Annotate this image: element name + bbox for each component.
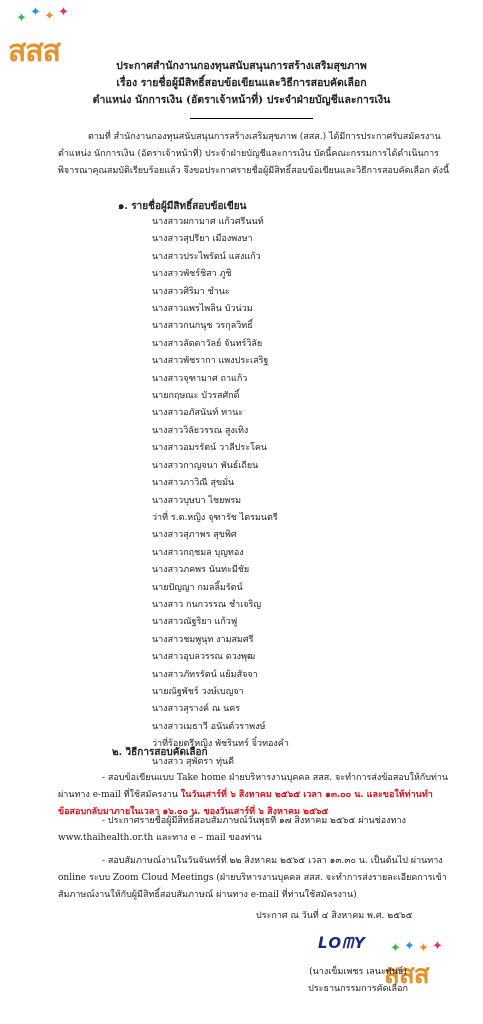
candidate-name: ว่าที่ ร.ต.หญิง จุฑารัช ไตรมนตรี <box>152 512 278 523</box>
intro-paragraph: ตามที่ สำนักงานกองทุนสนับสนุนการสร้างเสริมสุขภาพ (สสส.) ได้มีการประกาศรับสมัครงาน ตำแหน่ง นักการเงิน (อัตราเจ้าหน้าที่) ประจำฝ่ายบัญชีและการเงิน บัดนี้คณะกรรมการได้ดำเนินการพิจารณาคุณสมบัติเรียบร้อยแล้ว จึงขอประกาศรายชื่อผู้มีสิทธิ์สอบข้อเขียนและวิธีการสอบคัดเลือก ดังนี้ <box>58 132 450 176</box>
candidate-name: นางสาวสุรางค์ ณ นคร <box>152 704 241 715</box>
candidate-name: นางสาววิลัยวรรณ สูงเทิง <box>152 425 249 436</box>
candidate-name: นางสาวอมรรัตน์ วาลีประโคน <box>152 443 268 454</box>
star-icon: ✦ <box>404 939 415 954</box>
section2-title: ๒. วิธีการสอบคัดเลือก <box>112 747 208 758</box>
candidate-name: นางสาวอุบลวรรณ ดวงพุฒ <box>152 652 256 663</box>
logo-text: สสส <box>8 34 60 69</box>
method-item-2: - ประกาศรายชื่อผู้มีสิทธิ์สอบสัมภาษณ์วันพุธที่ ๑๗ สิงหาคม ๒๕๖๕ ผ่านช่องทาง www.thaihealth.or.th และทาง e – mail ของท่าน <box>58 816 406 843</box>
candidate-name: นายณัฐพัชร์ วงษ์เบญจา <box>152 686 244 697</box>
star-icon: ✦ <box>30 5 41 20</box>
signature: ᒪOᗰY <box>318 934 366 952</box>
star-icon: ✦ <box>418 941 429 956</box>
candidate-name: นางสาวกาญจนา พันธ์เถียน <box>152 460 259 471</box>
candidate-name: นางสาวกฤชมล บุญทอง <box>152 547 244 558</box>
document-header <box>0 58 483 109</box>
candidate-name: นางสาวศิริมา ชำนะ <box>152 286 230 297</box>
logo-text: สสส <box>384 960 429 990</box>
candidate-list <box>152 214 412 771</box>
method-item-1-text: - สอบข้อเขียนแบบ Take home ฝ่ายบริหารงานบุคคล สสส. จะทำการส่งข้อสอบให้กับท่านผ่านทาง e-mail ที่ใช้สมัครงาน <box>58 773 449 800</box>
candidate-name: นางสาวสุปรียา เมืองพงษา <box>152 234 253 245</box>
star-icon: ✦ <box>16 11 27 26</box>
candidate-name: นางสาวสุภาพร สุขพิศ <box>152 530 237 541</box>
candidate-name: นางสาวณัฐริยา แก้วฟู <box>152 617 238 628</box>
candidate-name: นางสาวเมธาวี อนันต์วราพงษ์ <box>152 721 266 732</box>
header-subject: เรื่อง รายชื่อผู้มีสิทธิ์สอบข้อเขียนและวิธีการสอบคัดเลือก <box>116 77 367 89</box>
announcement-date: ประกาศ ณ วันที่ ๔ สิงหาคม พ.ศ. ๒๕๖๕ <box>256 911 413 921</box>
candidate-name: นางสาวแพรไพลิน บัวน่วม <box>152 304 253 315</box>
candidate-name: นางสาวจุฑามาศ ถาแก้ว <box>152 373 248 384</box>
signer-title: ประธานกรรมการคัดเลือก <box>308 984 408 994</box>
star-icon: ✦ <box>432 939 443 954</box>
candidate-name: นางสาวประไพรัตน์ แสงแก้ว <box>152 251 261 262</box>
candidate-name: นางสาวภัทรรัตน์ แย้มสัจจา <box>152 669 258 680</box>
candidate-name: นางสาวชมพูนุท งามสมศรี <box>152 634 254 645</box>
candidate-name: นางสาว กนกวรรณ ชำเจริญ <box>152 599 262 610</box>
candidate-name: นายปัญญา กมลลิ้มรัตน์ <box>152 582 243 593</box>
header-title: ประกาศสำนักงานกองทุนสนับสนุนการสร้างเสริมสุขภาพ <box>116 60 367 72</box>
star-icon: ✦ <box>44 9 55 24</box>
candidate-name: นางสาวกนกนุช วรกุลวิทธิ์ <box>152 321 253 332</box>
method-item-3: - สอบสัมภาษณ์งานในวันจันทร์ที่ ๒๒ สิงหาคม ๒๕๖๕ เวลา ๑๓.๓๐ น. เป็นต้นไป ผ่านทาง online ระบบ Zoom Cloud Meetings (ฝ่ายบริหารงานบุคคล สสส. จะทำการส่งรายละเอียดการเข้าสัมภาษณ์งานให้กับผู้มีสิทธิ์สอบสัมภาษณ์ ผ่านทาง e-mail ที่ท่านใช้สมัครงาน) <box>58 856 447 900</box>
candidate-name: นางสาวพัชรากา แพงประเสริฐ <box>152 356 269 367</box>
candidate-name: นางสาวภคพร นันทะมีชัย <box>152 565 250 576</box>
candidate-name: นางสาวอภัสนันท์ ทานะ <box>152 408 244 419</box>
candidate-name: นายกฤษณะ บัวรสศักดิ์ <box>152 391 240 402</box>
method-item-1-highlight: ในวันเสาร์ที่ ๖ สิงหาคม ๒๕๖๕ เวลา ๑๓.๐๐ น. และขอให้ท่านทำข้อสอบกลับมาภายในเวลา ๑๖.๐๐ น. ของวันเสาร์ที่ ๖ สิงหาคม ๒๕๖๕ <box>58 790 433 817</box>
candidate-name: นางสาวลัดดาวัลย์ จันทร์วิลัย <box>152 338 263 349</box>
header-divider <box>190 118 313 119</box>
star-icon: ✦ <box>58 5 69 20</box>
candidate-name: นางสาวผกามาศ แก้วศรีนนท์ <box>152 217 264 227</box>
candidate-name: นางสาว สุพัตรา ทุ่นดี <box>152 756 235 767</box>
star-icon: ✦ <box>390 941 401 956</box>
section1-title: ๑. รายชื่อผู้มีสิทธิ์สอบข้อเขียน <box>118 201 247 212</box>
header-position: ตำแหน่ง นักการเงิน (อัตราเจ้าหน้าที่) ประจำฝ่ายบัญชีและการเงิน <box>92 94 391 106</box>
signer-name: (นางเข็มเพชร เลนะพันธ์) <box>309 967 407 977</box>
candidate-name: นางสาวบุษบา ไชยพรม <box>152 495 242 506</box>
candidate-name: นางสาวภาวิณี สุขมั่น <box>152 478 235 489</box>
signer-block <box>298 964 418 998</box>
thaihealth-logo <box>8 5 88 69</box>
candidate-name: นางสาวพัชร์ชิสา ภูชิ <box>152 269 232 280</box>
candidate-name: ว่าที่ร้อยตรีหญิง พัชรินทร์ จิ๋วทองคำ <box>152 739 289 750</box>
